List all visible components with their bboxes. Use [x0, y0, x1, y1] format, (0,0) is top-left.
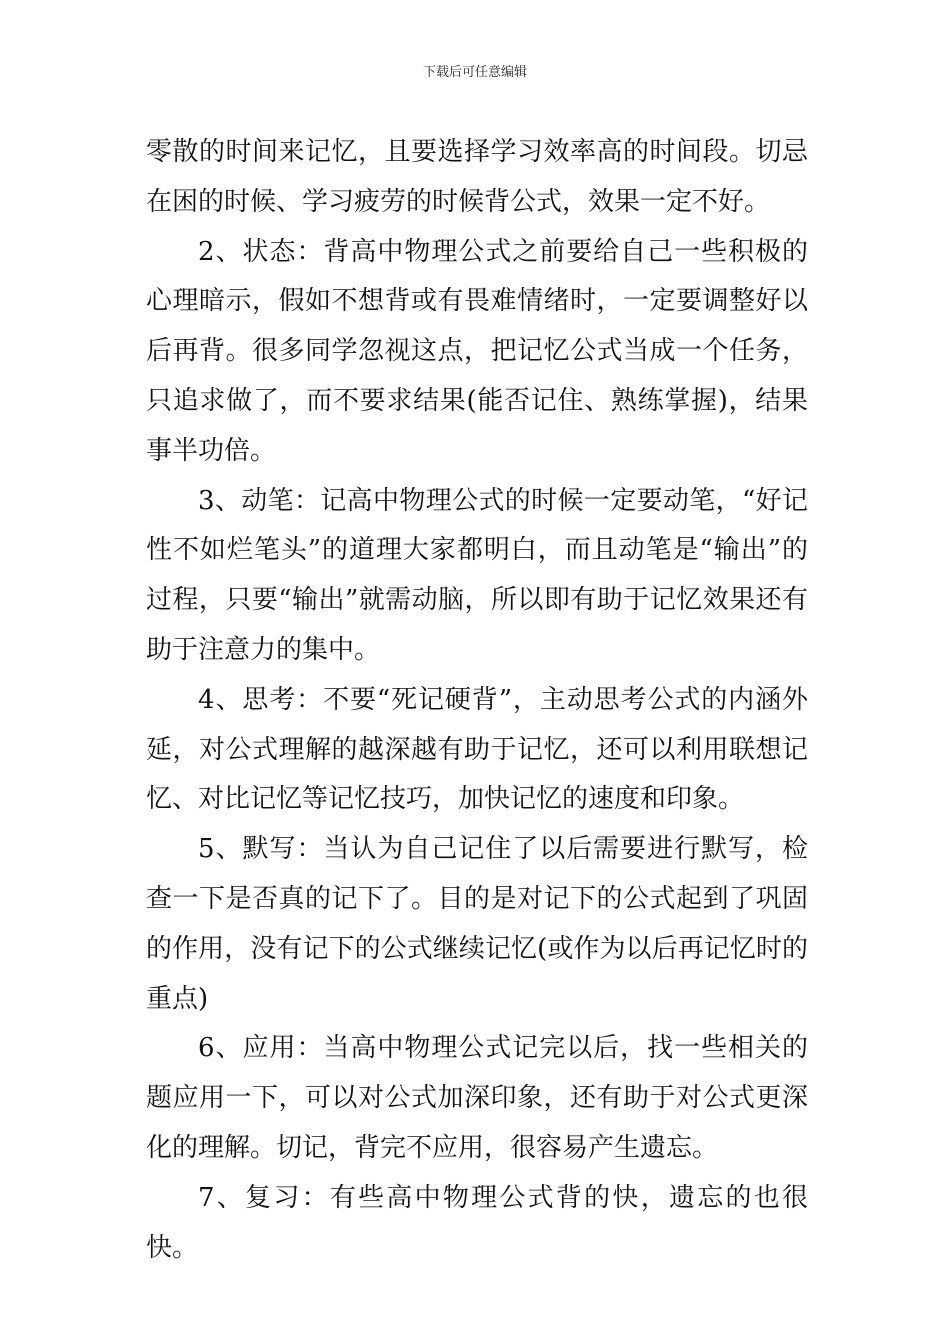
paragraph-review: 7、复习：有些高中物理公式背的快，遗忘的也很快。	[146, 1182, 808, 1263]
paragraph-continuation: 零散的时间来记忆，且要选择学习效率高的时间段。切忌在困的时候、学习疲劳的时候背公式，效果一定不好。	[146, 137, 808, 217]
paragraph-think: 4、思考：不要“死记硬背”，主动思考公式的内涵外延，对公式理解的越深越有助于记忆，还可以利用联想记忆、对比记忆等记忆技巧，加快记忆的速度和印象。	[146, 684, 808, 815]
paragraph-write: 3、动笔：记高中物理公式的时候一定要动笔，“好记性不如烂笔头”的道理大家都明白，而且动笔是“输出”的过程，只要“输出”就需动脑，所以即有助于记忆效果还有助于注意力的集中。	[146, 485, 808, 665]
page-header: 下载后可任意编辑	[422, 65, 527, 80]
paragraph-state: 2、状态：背高中物理公式之前要给自己一些积极的心理暗示，假如不想背或有畏难情绪时，一定要调整好以后再背。很多同学忽视这点，把记忆公式当成一个任务，只追求做了，而不要求结果(能否记住、熟练掌握)，结果事半功倍。	[146, 236, 808, 466]
paragraph-apply: 6、应用：当高中物理公式记完以后，找一些相关的题应用一下，可以对公式加深印象，还有助于对公式更深化的理解。切记，背完不应用，很容易产生遗忘。	[146, 1033, 808, 1163]
document-body	[146, 128, 808, 1273]
paragraph-dictation: 5、默写：当认为自己记住了以后需要进行默写，检查一下是否真的记下了。目的是对记下的公式起到了巩固的作用，没有记下的公式继续记忆(或作为以后再记忆时的重点)	[146, 834, 808, 1014]
